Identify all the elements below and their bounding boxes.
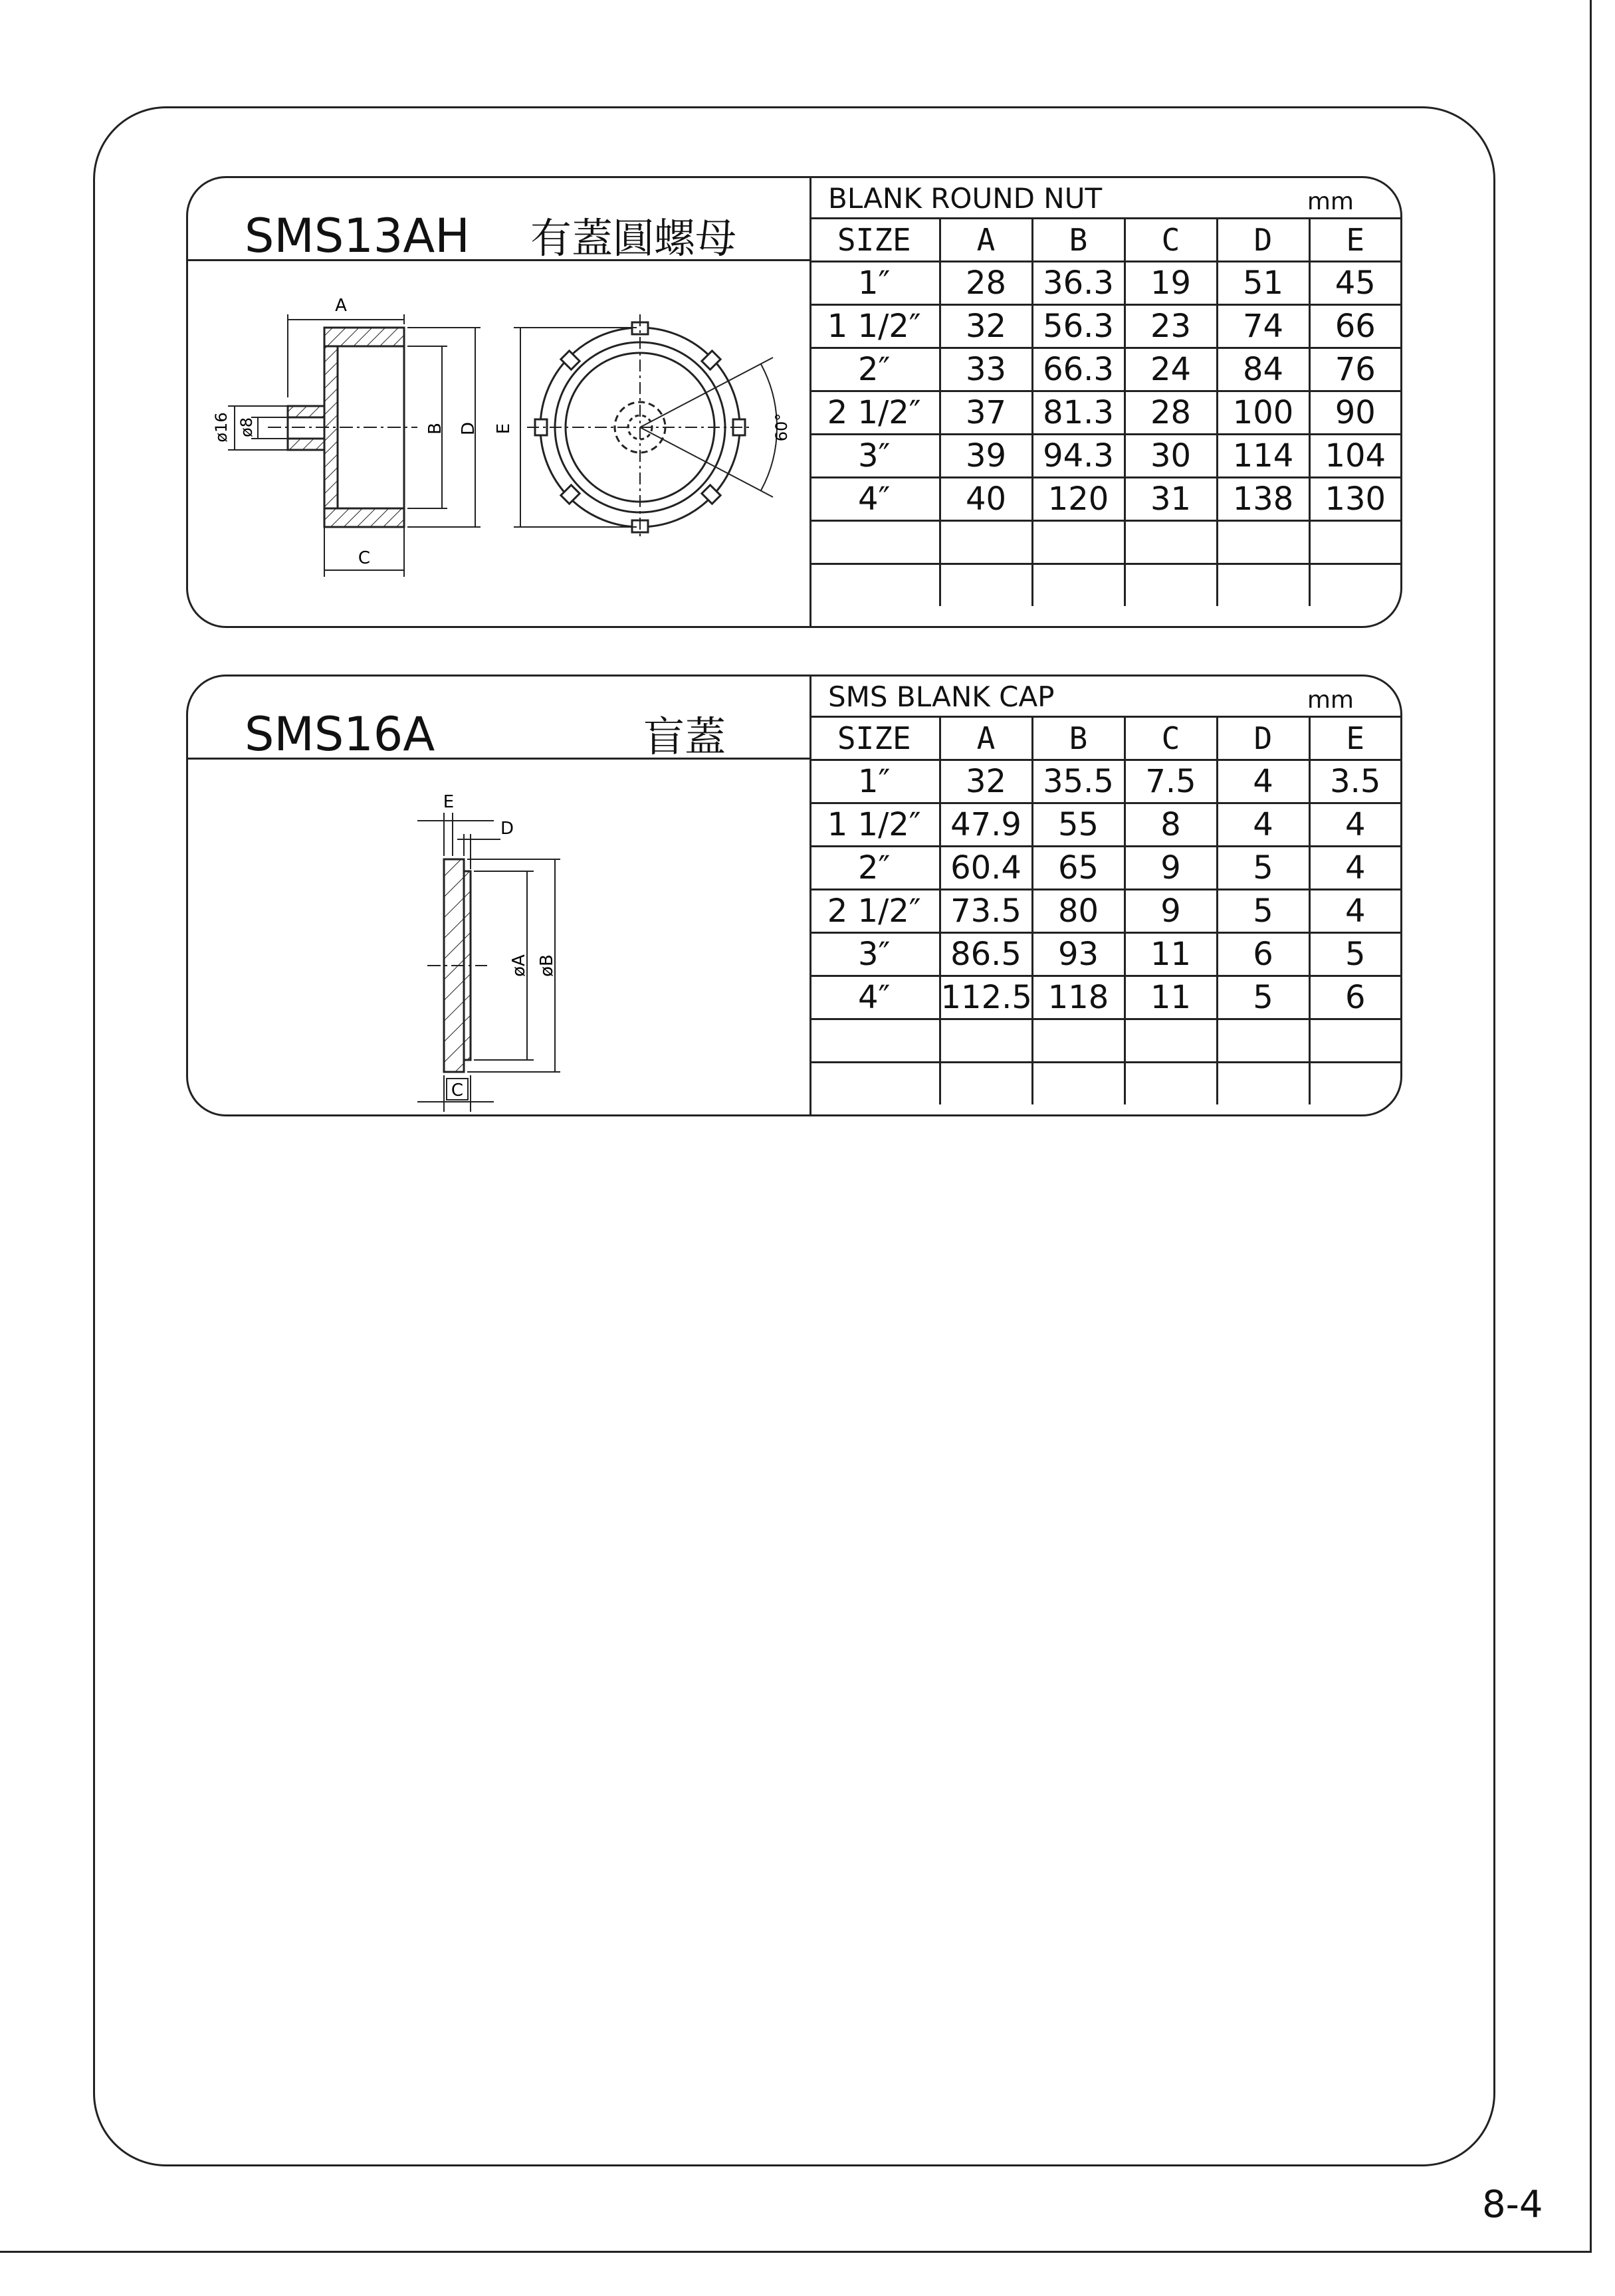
table-cell: 37 (940, 391, 1032, 435)
table-cell (1217, 1019, 1309, 1063)
table-cell (809, 1063, 940, 1105)
spec-unit: mm (1307, 188, 1354, 215)
table-cell: 32 (940, 305, 1032, 348)
table-cell: 5 (1309, 933, 1400, 976)
table-cell: 100 (1217, 391, 1309, 435)
table-cell (1217, 1063, 1309, 1105)
table-cell: 23 (1125, 305, 1217, 348)
column-header: SIZE (809, 219, 940, 262)
size-cell: 4″ (809, 976, 940, 1019)
product-title-row (188, 677, 809, 760)
table-cell: 66 (1309, 305, 1400, 348)
dim-c-label: C (358, 548, 371, 568)
table-cell: 28 (1125, 391, 1217, 435)
table-row (809, 976, 1400, 1019)
table-cell: 4 (1309, 847, 1400, 890)
table-row (809, 890, 1400, 933)
table-cell: 66.3 (1032, 348, 1125, 391)
table-cell: 4 (1217, 803, 1309, 847)
table-cell (1125, 1063, 1217, 1105)
table-row (809, 305, 1400, 348)
page-number: 8-4 (1482, 2183, 1543, 2226)
column-header: B (1032, 718, 1125, 760)
dim-d-label: D (459, 421, 479, 436)
table-cell: 36.3 (1032, 262, 1125, 305)
table-cell: 39 (940, 435, 1032, 478)
table-cell: 11 (1125, 933, 1217, 976)
table-cell: 31 (1125, 478, 1217, 521)
table-row (809, 391, 1400, 435)
table-cell: 4 (1217, 760, 1309, 803)
table-row-empty (809, 1019, 1400, 1063)
table-cell: 56.3 (1032, 305, 1125, 348)
table-cell (809, 1019, 940, 1063)
table-cell: 4 (1309, 890, 1400, 933)
size-cell: 3″ (809, 435, 940, 478)
table-cell: 19 (1125, 262, 1217, 305)
table-cell: 4 (1309, 803, 1400, 847)
table-cell (940, 1019, 1032, 1063)
size-cell: 2 1/2″ (809, 890, 940, 933)
column-header: D (1217, 219, 1309, 262)
product-info (188, 178, 811, 626)
table-cell: 11 (1125, 976, 1217, 1019)
column-header: C (1125, 718, 1217, 760)
spec-table (809, 718, 1400, 1104)
table-cell: 33 (940, 348, 1032, 391)
product-code: SMS16A (245, 707, 435, 762)
dim-angle-label: 60° (772, 413, 791, 442)
table-cell: 104 (1309, 435, 1400, 478)
table-cell: 118 (1032, 976, 1125, 1019)
table-row (809, 348, 1400, 391)
table-cell: 8 (1125, 803, 1217, 847)
table-header-row (809, 219, 1400, 262)
table-cell: 7.5 (1125, 760, 1217, 803)
spec-table-block (809, 677, 1400, 1114)
table-cell: 94.3 (1032, 435, 1125, 478)
table-row (809, 803, 1400, 847)
table-cell (940, 521, 1032, 564)
size-cell: 1″ (809, 262, 940, 305)
product-panel-sms13ah (186, 176, 1402, 628)
table-cell: 51 (1217, 262, 1309, 305)
table-cell: 81.3 (1032, 391, 1125, 435)
table-cell: 9 (1125, 890, 1217, 933)
size-cell: 2″ (809, 348, 940, 391)
table-cell (940, 1063, 1032, 1105)
table-cell (1309, 1063, 1400, 1105)
technical-drawing-round-nut (188, 261, 809, 626)
table-cell: 5 (1217, 890, 1309, 933)
dim-c-label: C (451, 1081, 464, 1100)
table-cell: 6 (1217, 933, 1309, 976)
table-cell (1032, 564, 1125, 607)
table-cell: 114 (1217, 435, 1309, 478)
column-header: B (1032, 219, 1125, 262)
table-cell: 5 (1217, 976, 1309, 1019)
table-row (809, 478, 1400, 521)
table-row (809, 262, 1400, 305)
table-cell: 32 (940, 760, 1032, 803)
column-header: A (940, 219, 1032, 262)
technical-drawing-blank-cap (188, 760, 809, 1114)
size-cell: 2″ (809, 847, 940, 890)
size-cell: 1 1/2″ (809, 305, 940, 348)
table-cell: 40 (940, 478, 1032, 521)
table-cell: 84 (1217, 348, 1309, 391)
product-info (188, 677, 811, 1114)
column-header: D (1217, 718, 1309, 760)
table-row-empty (809, 521, 1400, 564)
table-cell (809, 521, 940, 564)
table-cell: 90 (1309, 391, 1400, 435)
table-cell (940, 564, 1032, 607)
table-cell (1125, 564, 1217, 607)
dim-phi16-label: ø16 (212, 412, 231, 443)
dim-d-label: D (500, 819, 514, 839)
table-cell: 55 (1032, 803, 1125, 847)
column-header: E (1309, 718, 1400, 760)
table-cell: 24 (1125, 348, 1217, 391)
table-cell: 47.9 (940, 803, 1032, 847)
size-cell: 1 1/2″ (809, 803, 940, 847)
table-cell: 76 (1309, 348, 1400, 391)
table-cell (1309, 564, 1400, 607)
table-cell: 138 (1217, 478, 1309, 521)
size-cell: 4″ (809, 478, 940, 521)
table-row-empty (809, 564, 1400, 607)
dim-phia-label: øA (509, 954, 529, 977)
table-row (809, 847, 1400, 890)
table-row (809, 933, 1400, 976)
table-cell: 86.5 (940, 933, 1032, 976)
table-cell: 35.5 (1032, 760, 1125, 803)
dim-phi8-label: ø8 (237, 417, 256, 437)
size-cell: 2 1/2″ (809, 391, 940, 435)
table-cell (1309, 521, 1400, 564)
dim-a-label: A (335, 296, 347, 316)
table-header-row (809, 718, 1400, 760)
spec-unit: mm (1307, 686, 1354, 714)
column-header: SIZE (809, 718, 940, 760)
column-header: E (1309, 219, 1400, 262)
table-cell: 45 (1309, 262, 1400, 305)
table-cell (1217, 564, 1309, 607)
column-header: A (940, 718, 1032, 760)
table-cell: 28 (940, 262, 1032, 305)
table-cell: 60.4 (940, 847, 1032, 890)
table-cell: 73.5 (940, 890, 1032, 933)
dim-e-label: E (443, 792, 455, 812)
product-code: SMS13AH (245, 209, 470, 263)
table-cell: 80 (1032, 890, 1125, 933)
spec-title-row (809, 677, 1400, 718)
spec-title: BLANK ROUND NUT (828, 182, 1103, 215)
product-title-row (188, 178, 809, 261)
table-cell: 5 (1217, 847, 1309, 890)
table-cell: 130 (1309, 478, 1400, 521)
product-name-cn: 有蓋圓螺母 (530, 214, 737, 262)
spec-title: SMS BLANK CAP (828, 680, 1055, 713)
table-cell: 120 (1032, 478, 1125, 521)
table-cell: 74 (1217, 305, 1309, 348)
size-cell: 3″ (809, 933, 940, 976)
dim-b-label: B (425, 423, 445, 435)
table-cell (1217, 521, 1309, 564)
table-cell (1032, 521, 1125, 564)
size-cell: 1″ (809, 760, 940, 803)
dim-phib-label: øB (537, 954, 557, 977)
table-cell: 93 (1032, 933, 1125, 976)
table-row-empty (809, 1063, 1400, 1105)
table-cell: 9 (1125, 847, 1217, 890)
spec-table-block (809, 178, 1400, 626)
table-cell: 112.5 (940, 976, 1032, 1019)
table-cell (1032, 1063, 1125, 1105)
table-cell: 6 (1309, 976, 1400, 1019)
table-row (809, 760, 1400, 803)
product-panel-sms16a (186, 675, 1402, 1116)
table-cell: 3.5 (1309, 760, 1400, 803)
table-cell (809, 564, 940, 607)
table-row (809, 435, 1400, 478)
dim-e-label: E (494, 423, 514, 435)
table-cell: 30 (1125, 435, 1217, 478)
table-cell (1309, 1019, 1400, 1063)
table-cell (1032, 1019, 1125, 1063)
spec-title-row (809, 178, 1400, 219)
column-header: C (1125, 219, 1217, 262)
table-cell: 65 (1032, 847, 1125, 890)
table-cell (1125, 521, 1217, 564)
spec-table (809, 219, 1400, 606)
table-cell (1125, 1019, 1217, 1063)
product-name-cn: 盲蓋 (643, 712, 726, 761)
